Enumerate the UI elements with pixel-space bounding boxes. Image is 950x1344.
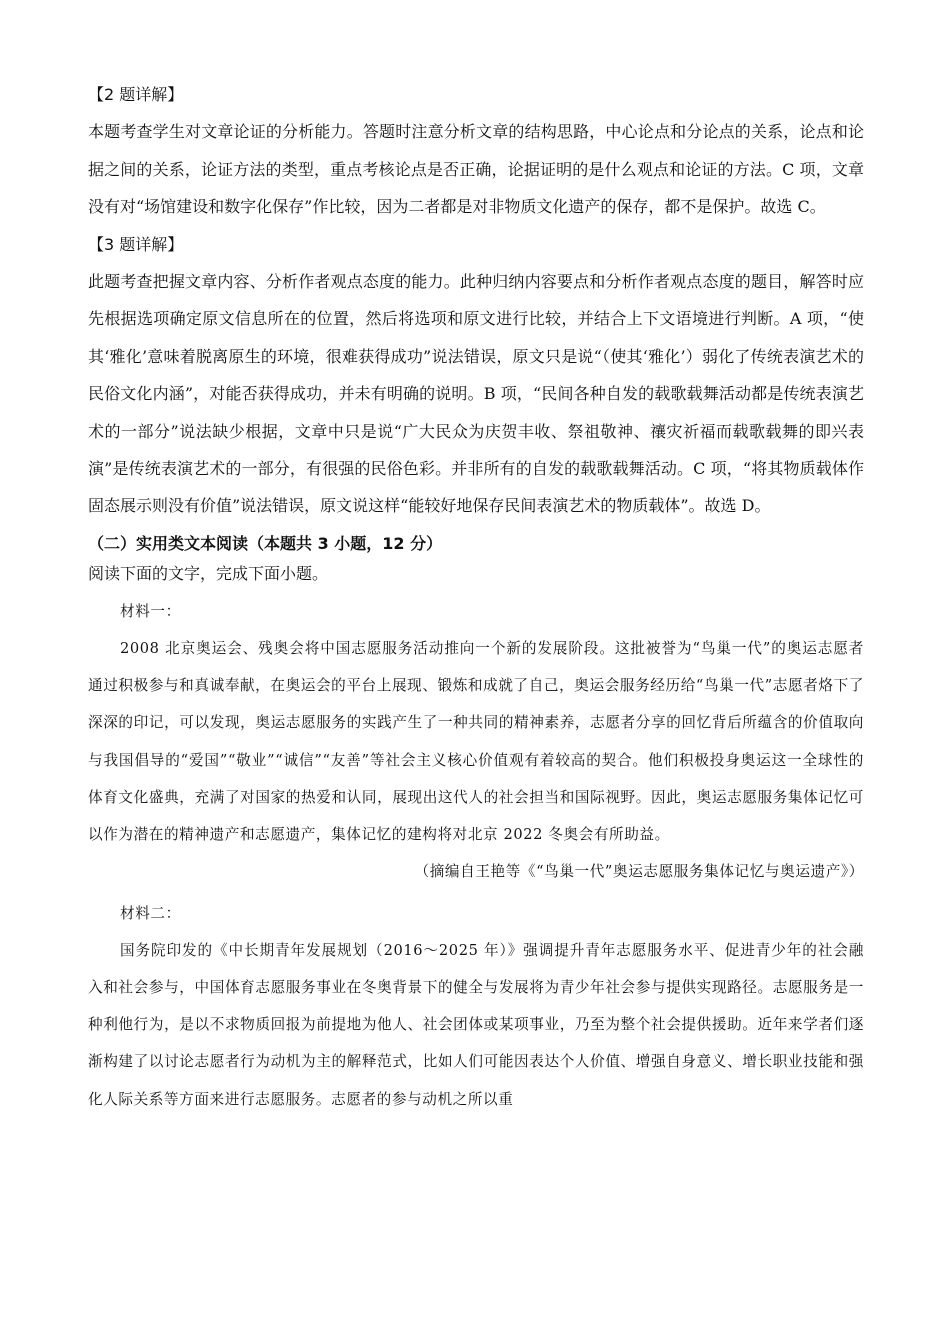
q3-detail-body: 此题考查把握文章内容、分析作者观点态度的能力。此种归纳内容要点和分析作者观点态度的题目，解答时应先根据选项确定原文信息所在的位置，然后将选项和原文进行比较，并结合上下文语境进行判断。A 项，“使其‘雅化’意味着脱离原生的环境，很难获得成功”说法错误，原文只是说“（使其‘雅化’）弱化了传统表演艺术的民俗文化内涵”，对能否获得成功，并未有明确的说明。B 项，“民间各种自发的载歌载舞活动都是传统表演艺术的一部分”说法缺少根据，文章中只是说“广大民众为庆贺丰收、祭祖敬神、禳灾祈福而载歌载舞的即兴表演”是传统表演艺术的一部分，有很强的民俗色彩。并非所有的自发的载歌载舞活动。C 项，“将其物质载体作固态展示则没有价值”说法错误，原文说这样“能较好地保存民间表演艺术的物质载体”。故选 D。 [88, 272, 864, 516]
answer-explanations [88, 76, 864, 525]
material-two-body: 国务院印发的《中长期青年发展规划（2016～2025 年）》强调提升青年志愿服务水平、促进青少年的社会融入和社会参与，中国体育志愿服务事业在冬奥背景下的健全与发展将为青少年社会参与提供实现路径。志愿服务是一种利他行为，是以不求物质回报为前提地为他人、社会团体或某项事业，乃至为整个社会提供援助。近年来学者们逐渐构建了以讨论志愿者行为动机为主的解释范式，比如人们可能因表达个人价值、增强自身意义、增长职业技能和强化人际关系等方面来进行志愿服务。志愿者的参与动机之所以重 [88, 941, 864, 1108]
q3-detail-tag: 【3 题详解】 [88, 234, 184, 254]
material-one-source: （摘编自王艳等《“鸟巢一代”奥运志愿服务集体记忆与奥运遗产》） [414, 863, 864, 881]
q2-detail-body: 本题考查学生对文章论证的分析能力。答题时注意分析文章的结构思路，中心论点和分论点的关系，论点和论据之间的关系，论证方法的类型，重点考核论点是否正确，论据证明的是什么观点和论证的方法。C 项，文章没有对“场馆建设和数字化保存”作比较，因为二者都是对非物质文化遗产的保存，都不是保护。故选 C。 [88, 122, 864, 217]
document-page [88, 76, 864, 1118]
material-one-body: 2008 北京奥运会、残奥会将中国志愿服务活动推向一个新的发展阶段。这批被誉为“鸟巢一代”的奥运志愿者通过积极参与和真诚奉献，在奥运会的平台上展现、锻炼和成就了自己，奥运会服务经历给“鸟巢一代”志愿者烙下了深深的印记，可以发现，奥运志愿服务的实践产生了一种共同的精神素养，志愿者分享的回忆背后所蕴含的价值取向与我国倡导的“爱国”“敬业”“诚信”“友善”等社会主义核心价值观有着较高的契合。他们积极投身奥运这一全球性的体育文化盛典，充满了对国家的热爱和认同，展现出这代人的社会担当和国际视野。因此，奥运志愿服务集体记忆可以作为潜在的精神遗产和志愿遗产，集体记忆的建构将对北京 2022 冬奥会有所助益。 [88, 640, 864, 844]
q2-detail-tag: 【2 题详解】 [88, 85, 184, 104]
material-two-label: 材料二： [120, 904, 181, 922]
material-one-label: 材料一： [120, 602, 181, 620]
reading-instruction: 阅读下面的文字，完成下面小题。 [88, 563, 329, 583]
reading-materials [88, 593, 864, 1118]
section-heading-practical-reading: （二）实用类文本阅读（本题共 3 小题，12 分） [88, 533, 443, 553]
